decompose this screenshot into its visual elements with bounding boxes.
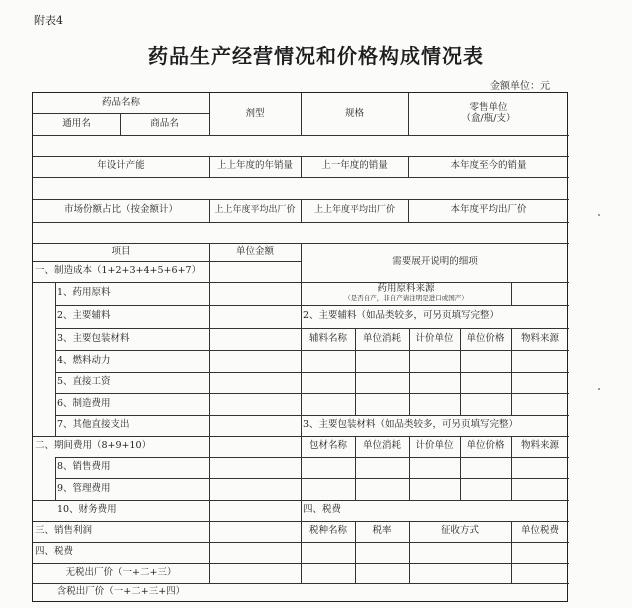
cost-row-sales-profit: 三、销售利润 <box>35 525 93 537</box>
cost-row-manufacturing: 一、制造成本（1+2+3+4+5+6+7） <box>35 265 202 277</box>
market-share-header: 市场份额占比（按金额计） <box>63 204 178 216</box>
tax-section-title: 四、税费 <box>303 504 342 516</box>
currency-unit: 金额单位：元 <box>490 81 550 92</box>
scan-speck <box>598 214 600 216</box>
raw-source-title: 药用原料来源 <box>377 283 435 295</box>
cost-row-other-direct: 7、其他直接支出 <box>57 419 130 431</box>
appendix-label: 附表4 <box>34 14 63 27</box>
raw-source-note: （是否自产，非自产请注明是进口或国产） <box>344 294 468 303</box>
cost-row-admin: 9、管理费用 <box>57 482 111 494</box>
price-two-years-ago-header: 上上年度平均出厂价 <box>214 205 296 216</box>
retail-unit-header <box>408 93 569 135</box>
dosage-form-header: 剂型 <box>245 107 265 119</box>
brand-name-header: 商品名 <box>150 117 179 129</box>
unit-amount-header: 单位金额 <box>235 245 274 257</box>
cost-row-packaging: 3、主要包装材料 <box>57 332 130 344</box>
aux-col-source: 物料来源 <box>520 332 559 344</box>
cost-row-fuel-power: 4、燃料动力 <box>57 354 111 366</box>
pack-col-consumption: 单位消耗 <box>362 440 401 452</box>
auxiliary-section-title: 2、主要辅料（如品类较多，可另页填写完整） <box>303 310 500 322</box>
explain-items-header: 需要展开说明的细项 <box>392 256 478 268</box>
aux-col-consumption: 单位消耗 <box>362 332 401 344</box>
pack-col-unit-price: 单位价格 <box>466 440 505 452</box>
pack-col-name: 包材名称 <box>308 440 347 452</box>
specification-header: 规格 <box>344 107 364 119</box>
aux-col-pricing-unit: 计价单位 <box>415 332 454 344</box>
price-last-year-header: 上上年度平均出厂价 <box>313 205 395 216</box>
price-inc-tax-row: 含税出厂价（一+二+三+四） <box>56 585 186 597</box>
cost-row-period-expenses: 二、期间费用（8+9+10） <box>35 440 152 452</box>
price-ex-tax-row: 无税出厂价（一+二+三） <box>65 566 177 578</box>
pack-col-source: 物料来源 <box>520 440 559 452</box>
price-this-year-header: 本年度平均出厂价 <box>450 204 527 216</box>
tax-col-method: 征收方式 <box>440 525 479 537</box>
sales-this-year-header: 本年度至今的销量 <box>450 160 527 172</box>
packaging-section-title: 3、主要包装材料（如品类较多，可另页填写完整） <box>303 419 519 431</box>
cost-row-taxes: 四、税费 <box>35 546 74 558</box>
item-header: 项目 <box>111 245 131 257</box>
price-composition-form <box>32 92 568 602</box>
scan-speck <box>598 388 600 390</box>
drug-name-header: 药品名称 <box>101 96 140 108</box>
cost-row-selling: 8、销售费用 <box>57 461 111 473</box>
aux-col-unit-price: 单位价格 <box>466 332 505 344</box>
aux-col-name: 辅料名称 <box>308 332 347 344</box>
cost-row-direct-wages: 5、直接工资 <box>57 376 111 388</box>
retail-unit-line2: （盒/瓶/支） <box>461 113 516 124</box>
tax-col-type: 税种名称 <box>308 525 347 537</box>
sales-last-year-header: 上一年度的销量 <box>321 160 388 172</box>
tax-col-unit-tax: 单位税费 <box>520 525 559 537</box>
retail-unit-line1: 零售单位 <box>469 102 508 114</box>
cost-row-raw-material: 1、药用原料 <box>57 287 111 299</box>
cost-row-auxiliary: 2、主要辅料 <box>57 310 111 322</box>
raw-material-source <box>301 282 511 305</box>
tax-col-rate: 税率 <box>372 525 392 537</box>
generic-name-header: 通用名 <box>62 117 91 129</box>
page-title: 药品生产经营情况和价格构成情况表 <box>148 44 484 68</box>
annual-capacity-header: 年设计产能 <box>97 160 145 172</box>
cost-row-manufacturing-expense: 6、制造费用 <box>57 397 111 409</box>
cost-row-financial: 10、财务费用 <box>57 504 117 516</box>
sales-two-years-ago-header: 上上年度的年销量 <box>216 160 293 172</box>
pack-col-pricing-unit: 计价单位 <box>415 440 454 452</box>
